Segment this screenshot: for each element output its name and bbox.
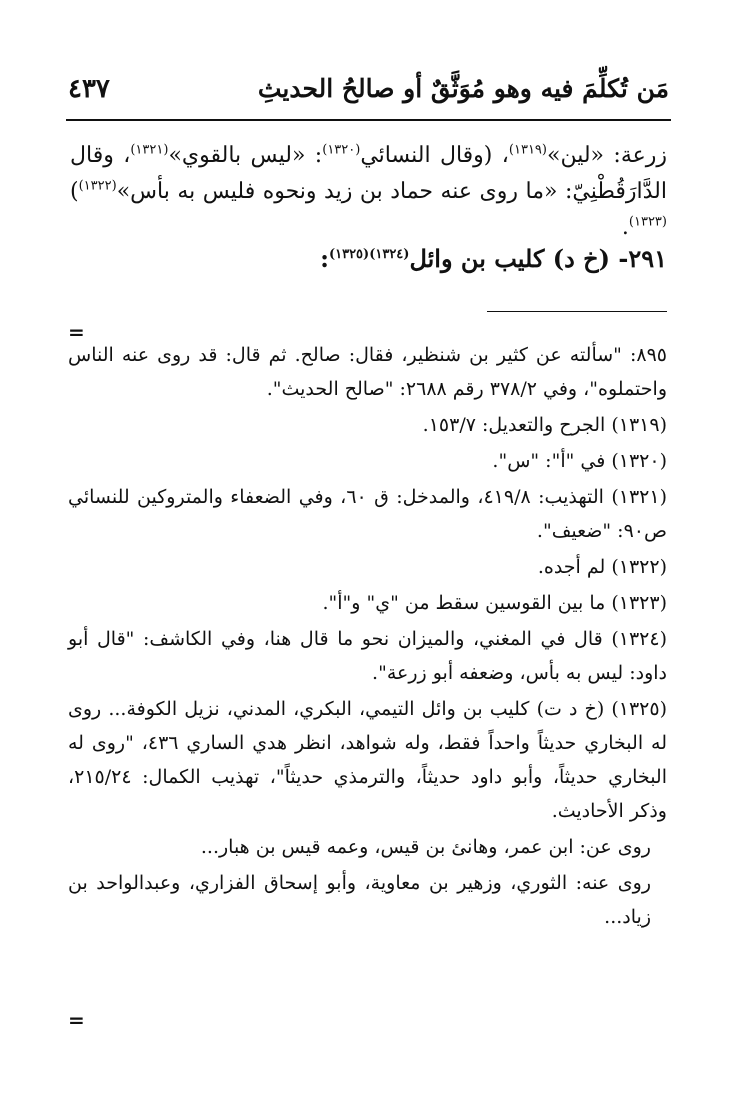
- footnote: [68, 692, 667, 828]
- footnote: [68, 408, 667, 442]
- footnote-ref: (١٣٢٠): [322, 142, 361, 158]
- continuation-mark: =: [68, 320, 85, 344]
- footnote-ref: (١٣٢٤)(١٣٢٥): [328, 247, 410, 262]
- footnote: [68, 622, 667, 690]
- text-run: روى عن: ابن عمر، وهانئ بن قيس، وعمه قيس بن هبار...: [200, 836, 651, 858]
- text-run: : «ليس بالقوي»: [168, 143, 323, 168]
- text-run: (١٣١٩) الجرح والتعديل: ١٥٣/٧.: [422, 414, 667, 436]
- page-header: [68, 74, 669, 114]
- text-run: ، وقال الدَّارَقُطْنِيّ: «ما روى عنه حماد بن زيد ونحوه فليس به بأس»: [70, 143, 667, 204]
- text-run: (١٣٢٥) (خ د ت) كليب بن وائل التيمي، البكري، المدني، نزيل الكوفة... روى له البخاري حديثاً واحداً فقط، وله شواهد، انظر هدي الساري ٤٣٦، "روى له البخاري حديثاً، وأبو داود حديثاً، والترمذي حديثاً"، تهذيب الكمال: ٢١٥/٢٤، وذكر الأحاديث.: [68, 698, 667, 822]
- text-run: (١٣٢١) التهذيب: ٤١٩/٨، والمدخل: ق ٦٠، وفي الضعفاء والمتروكين للنسائي ص٩٠: "ضعيف".: [68, 486, 667, 542]
- header-rule: [66, 119, 671, 121]
- footnote-rule: [487, 311, 667, 312]
- text-run: زرعة: «لين»: [547, 143, 668, 168]
- main-text: [70, 138, 667, 246]
- footnote-ref: (١٣٢٣): [628, 214, 667, 230]
- footnote-ref: (١٣١٩): [508, 142, 547, 158]
- text-run: .: [621, 215, 629, 240]
- text-run: :: [320, 244, 329, 273]
- body-paragraph: [70, 138, 667, 246]
- footnote: [68, 866, 667, 934]
- text-run: (١٣٢٣) ما بين القوسين سقط من "ي" و"أ".: [322, 592, 667, 614]
- text-run: (١٣٢٠) في "أ": "س".: [492, 450, 667, 472]
- page-number: ٤٣٧: [68, 74, 110, 104]
- footnote: [68, 586, 667, 620]
- text-run: (١٣٢٤) قال في المغني، والميزان نحو ما قال هنا، وفي الكاشف: "قال أبو داود: ليس به بأس، وضعفه أبو زرعة".: [68, 628, 667, 684]
- text-run: ٨٩٥: "سألته عن كثير بن شنظير، فقال: صالح. ثم قال: قد روى عنه الناس واحتملوه"، وفي ٣٧٨/٢ رقم ٢٦٨٨: "صالح الحديث".: [68, 344, 667, 400]
- text-run: روى عنه: الثوري، وزهير بن معاوية، وأبو إسحاق الفزاري، وعبدالواحد بن زياد...: [68, 872, 651, 928]
- footnote: [68, 480, 667, 548]
- running-title: مَن تُكلِّمَ فيه وهو مُوَثَّقٌ أو صالحُ الحديثِ: [257, 74, 669, 103]
- footnote: [68, 830, 667, 864]
- text-run: ): [70, 179, 79, 204]
- footnote: [68, 338, 667, 406]
- text-run: ٢٩١- (خ د) كليب بن وائل: [409, 244, 667, 273]
- end-continuation-mark: =: [68, 1008, 85, 1032]
- footnote: [68, 550, 667, 584]
- footnote: [68, 444, 667, 478]
- footnote-ref: (١٣٢٢): [78, 178, 117, 194]
- entry-heading: [70, 244, 667, 273]
- footnote-ref: (١٣٢١): [130, 142, 169, 158]
- footnotes: [68, 338, 667, 936]
- text-run: (١٣٢٢) لم أجده.: [537, 556, 667, 578]
- text-run: ، (وقال النسائي: [360, 143, 509, 168]
